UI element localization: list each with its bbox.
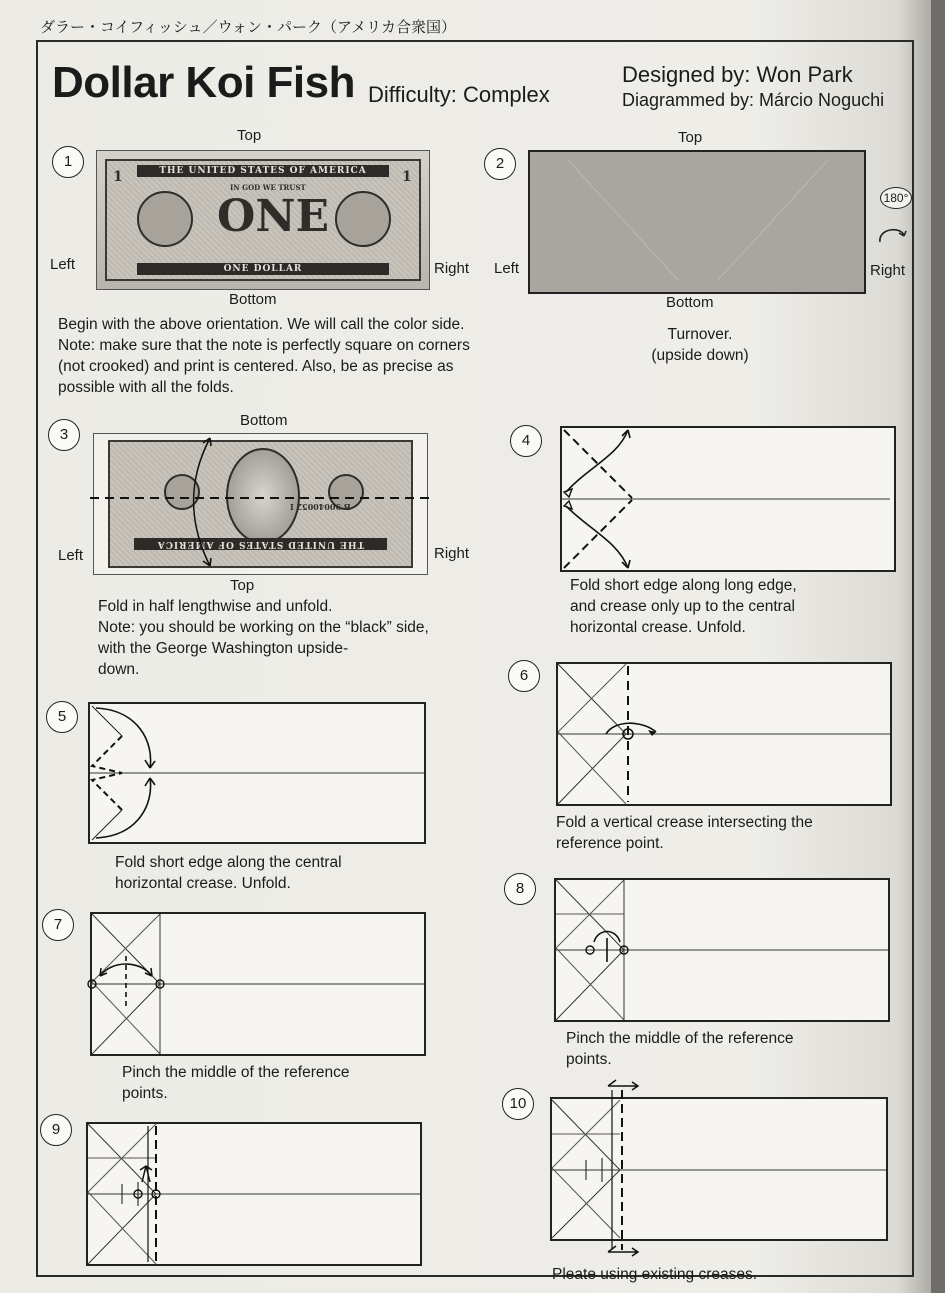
- rotate-180-icon: 180°: [880, 187, 912, 209]
- step-1-number: 1: [52, 146, 84, 178]
- bill-back-band: THE UNITED STATES OF AMERICA: [134, 538, 387, 550]
- step-6-text: Fold a vertical crease intersecting the reference point.: [556, 814, 813, 852]
- difficulty: Difficulty: Complex: [368, 82, 550, 107]
- bill-front-word: ONE: [217, 191, 330, 242]
- step-9-diagram: [86, 1122, 424, 1268]
- step-8-diagram: [554, 878, 892, 1024]
- step-3-fold-marks: [80, 430, 440, 580]
- step-8-text: Pinch the middle of the reference points.: [566, 1030, 794, 1068]
- step-10-diagram: [550, 1076, 890, 1260]
- bill-corner-number: 1: [113, 169, 123, 185]
- step-2-number: 2: [484, 148, 516, 180]
- japanese-title: ダラー・コイフィッシュ／ウォン・パーク（アメリカ合衆国）: [40, 18, 456, 36]
- step-2-left-label: Left: [494, 260, 520, 277]
- step-3-number: 3: [48, 419, 80, 451]
- step-3-bottom-label: Bottom: [240, 412, 288, 429]
- bill-corner-number: 1: [402, 169, 412, 185]
- step-4-diagram: [560, 426, 898, 574]
- step-10-number: 10: [502, 1088, 534, 1120]
- step-3-top-label: Top: [230, 577, 255, 594]
- diagrammed-by: Diagrammed by: Márcio Noguchi: [622, 90, 885, 110]
- step-2-top-label: Top: [678, 129, 703, 146]
- step-7-number: 7: [42, 909, 74, 941]
- step-5-diagram: [88, 702, 428, 846]
- page-edge: [931, 0, 945, 1293]
- step-1-right-label: Right: [434, 260, 470, 277]
- turnover-arrow-icon: [876, 224, 910, 248]
- step-3-left-label: Left: [58, 547, 84, 564]
- step-6-diagram: [556, 662, 894, 808]
- step-4-number: 4: [510, 425, 542, 457]
- step-1-top-label: Top: [237, 127, 262, 144]
- eagle-seal-icon: [335, 191, 391, 247]
- step-1-text: Begin with the above orientation. We will call the color side. Note: make sure that the note is perfectly square on corners (not crooked) and print is centered. Also, be as precise as possible with all the folds.: [58, 316, 470, 396]
- step-2-bottom-label: Bottom: [666, 294, 714, 311]
- dollar-bill-front: [96, 150, 430, 290]
- step-6-number: 6: [508, 660, 540, 692]
- step-8-number: 8: [504, 873, 536, 905]
- step-7-diagram: [90, 912, 428, 1058]
- step-1-bottom-label: Bottom: [229, 291, 277, 308]
- step-7-text: Pinch the middle of the reference points.: [122, 1064, 350, 1102]
- step-2-right-label: Right: [870, 262, 906, 279]
- step-9-number: 9: [40, 1114, 72, 1146]
- step-3-right-label: Right: [434, 545, 470, 562]
- bill-front-motto: IN GOD WE TRUST: [230, 183, 306, 192]
- bill-back-serial: B 90040052 I: [290, 502, 351, 512]
- bill-front-band: THE UNITED STATES OF AMERICA: [137, 165, 389, 177]
- step-4-text: Fold short edge along long edge, and crease only up to the central horizontal crease. Unfold.: [570, 577, 797, 636]
- step-3-text: Fold in half lengthwise and unfold. Note: you should be working on the “black” side, with the George Washington upside- down.: [98, 598, 429, 678]
- step-1-left-label: Left: [50, 256, 76, 273]
- step-2-text: Turnover. (upside down): [651, 326, 749, 364]
- pyramid-seal-icon: [137, 191, 193, 247]
- step-10-text: Pleate using existing creases.: [552, 1266, 758, 1283]
- designed-by: Designed by: Won Park: [622, 62, 853, 87]
- step-2-diagram: [528, 150, 866, 294]
- page-title: Dollar Koi Fish: [52, 58, 355, 107]
- bill-front-bottom-band: ONE DOLLAR: [137, 263, 389, 275]
- step-5-number: 5: [46, 701, 78, 733]
- step-5-text: Fold short edge along the central horizontal crease. Unfold.: [115, 854, 342, 892]
